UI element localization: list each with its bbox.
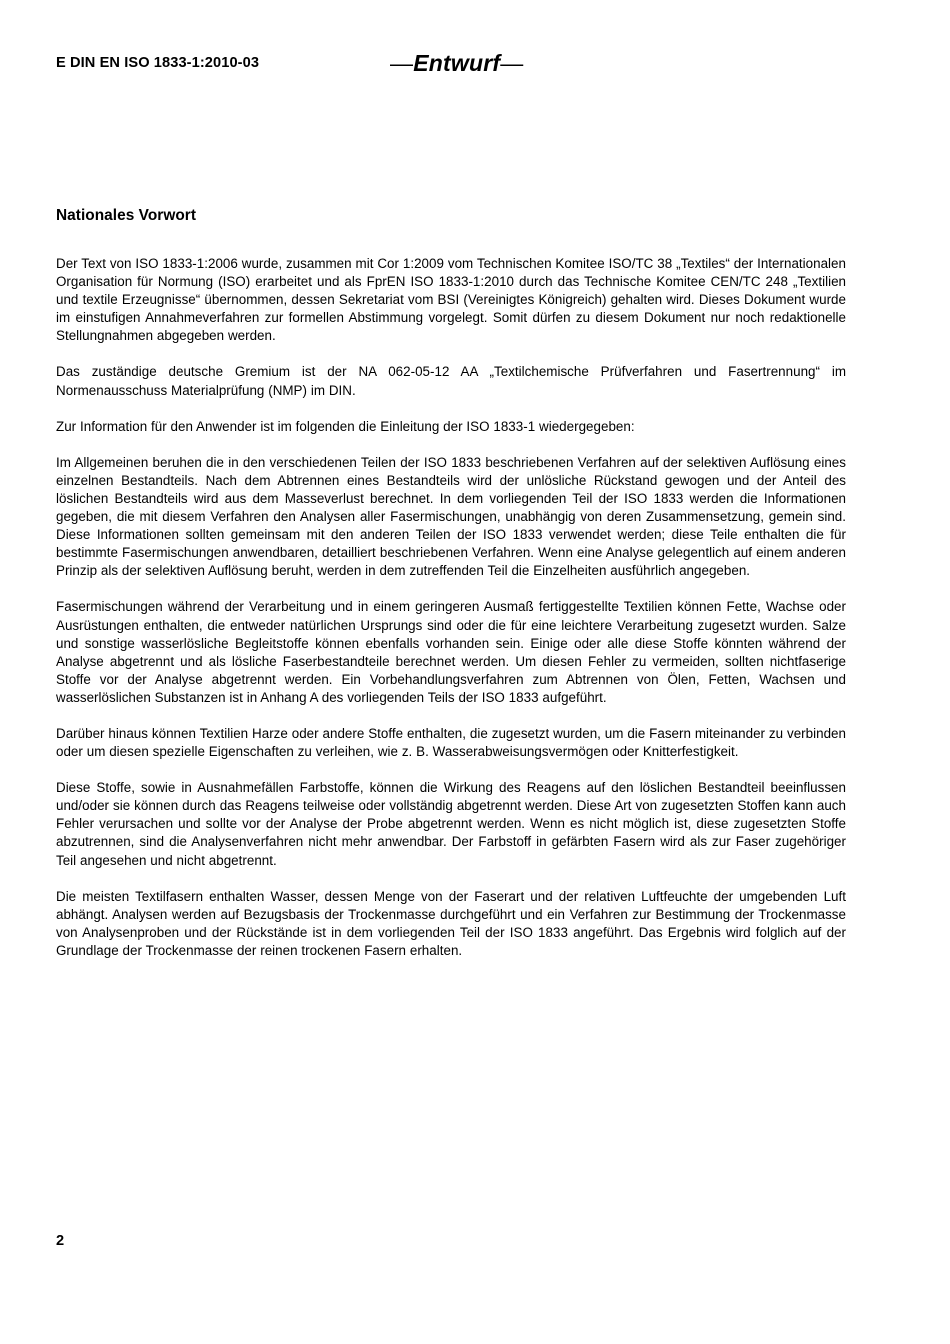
em-dash-left-icon: —	[390, 50, 414, 76]
document-body	[56, 206, 846, 960]
spacer-after-title	[56, 226, 846, 255]
draft-marker-label: Entwurf	[413, 50, 501, 76]
paragraph-4: Im Allgemeinen beruhen die in den verschiedenen Teilen der ISO 1833 beschriebenen Verfahren auf der selektiven Auflösung eines einzelnen Bestandteils. Nach dem Abtrennen eines Bestandteils wird der unlösliche Rückstand gewogen und der Anteil des löslichen Bestandteils wird aus dem Masseverlust berechnet. In dem vorliegenden Teil der ISO 1833 werden die Informationen gegeben, die mit diesem Verfahren den Analysen aller Fasermischungen, unabhängig von deren Zusammensetzung, gemein sind. Diese Informationen sollten gemeinsam mit den anderen Teilen der ISO 1833 verwendet werden; diese Teile enthalten die für bestimmte Fasermischungen anwendbaren, detailliert beschriebenen Verfahren. Wenn eine Analyse gelegentlich auf einem anderen Prinzip als der selektiven Auflösung beruht, werden in dem zutreffenden Teil die Einzelheiten ausführlich angegeben.	[56, 454, 846, 579]
paragraph-5: Fasermischungen während der Verarbeitung und in einem geringeren Ausmaß fertiggestellte Textilien können Fette, Wachse oder Ausrüstungen enthalten, die entweder natürlichen Ursprungs sind oder die für eine leichtere Verarbeitung zugesetzt wurden. Salze und sonstige wasserlösliche Begleitstoffe können ebenfalls vorhanden sein. Einige oder alle diese Stoffe könnten während der Analyse abgetrennt und als lösliche Faserbestandteile berechnet werden. Um diesen Fehler zu vermeiden, sollten nichtfaserige Stoffe vor der Analyse abgetrennt werden. Ein Vorbehandlungsverfahren zum Abtrennen von Ölen, Fetten, Wachsen und wasserlöslichen Substanzen ist in Anhang A des vorliegenden Teils der ISO 1833 aufgeführt.	[56, 599, 846, 705]
paragraph-8: Die meisten Textilfasern enthalten Wasser, dessen Menge von der Faserart und der relativen Luftfeuchte der umgebenden Luft abhängt. Analysen werden auf Bezugsbasis der Trockenmasse durchgeführt und ein Verfahren zur Bestimmung der Trockenmasse von Analysenproben und der Rückstände ist in dem vorliegenden Teil der ISO 1833 angeführt. Das Ergebnis wird folglich auf der Grundlage der Trockenmasse der reinen trockenen Fasern erhalten.	[56, 888, 846, 958]
em-dash-right-icon: —	[500, 50, 524, 76]
spacer	[56, 870, 846, 888]
spacer	[56, 436, 846, 454]
spacer	[56, 580, 846, 598]
paragraph-6: Darüber hinaus können Textilien Harze oder andere Stoffe enthalten, die zugesetzt wurden, um die Fasern miteinander zu verbinden oder um diesen spezielle Eigenschaften zu verleihen, wie z. B. Wasserabweisungsvermögen oder Knitterfestigkeit.	[56, 725, 846, 760]
paragraph-3: Zur Information für den Anwender ist im folgenden die Einleitung der ISO 1833-1 wiedergegeben:	[56, 418, 635, 434]
header-standard-number: E DIN EN ISO 1833-1:2010-03	[56, 55, 260, 71]
paragraph-1: Der Text von ISO 1833-1:2006 wurde, zusammen mit Cor 1:2009 vom Technischen Komitee ISO/TC 38 „Textiles“ der Internationalen Organisation für Normung (ISO) erarbeitet und als FprEN ISO 1833-1:2010 durch das Technische Komitee CEN/TC 248 „Textilien und textile Erzeugnisse“ übernommen, dessen Sekretariat vom BSI (Vereinigtes Königreich) gehalten wird. Dieses Dokument wurde im einstufigen Annahmeverfahren zur formellen Abstimmung vorgelegt. Somit dürfen zu diesem Dokument nur noch redaktionelle Stellungnahmen abgegeben werden.	[56, 256, 846, 344]
spacer	[56, 345, 846, 363]
paragraph-2: Das zuständige deutsche Gremium ist der NA 062-05-12 AA „Textilchemische Prüfverfahren und Fasertrennung“ im Normenausschuss Materialprüfung (NMP) im DIN.	[56, 364, 846, 398]
header-draft-marker	[390, 50, 523, 77]
page-number: 2	[56, 1233, 65, 1249]
paragraph-7: Diese Stoffe, sowie in Ausnahmefällen Farbstoffe, können die Wirkung des Reagens auf den löslichen Bestandteil beeinflussen und/oder sie können durch das Reagens teilweise oder vollständig abgetrennt werden. Diese Art von zugesetzten Stoffen kann auch Fehler verursachen und sollte vor der Analyse der Probe abgetrennt werden. Wenn es nicht möglich ist, diese zugesetzten Stoffe abzutrennen, sind die Analysenverfahren nicht mehr anwendbar. Der Farbstoff in gefärbten Fasern wird als zur Faser zugehöriger Teil angesehen und nicht abgetrennt.	[56, 780, 846, 868]
spacer	[56, 400, 846, 418]
page-title: Nationales Vorwort	[56, 207, 197, 224]
page-header	[56, 50, 894, 84]
spacer	[56, 761, 846, 779]
spacer	[56, 707, 846, 725]
